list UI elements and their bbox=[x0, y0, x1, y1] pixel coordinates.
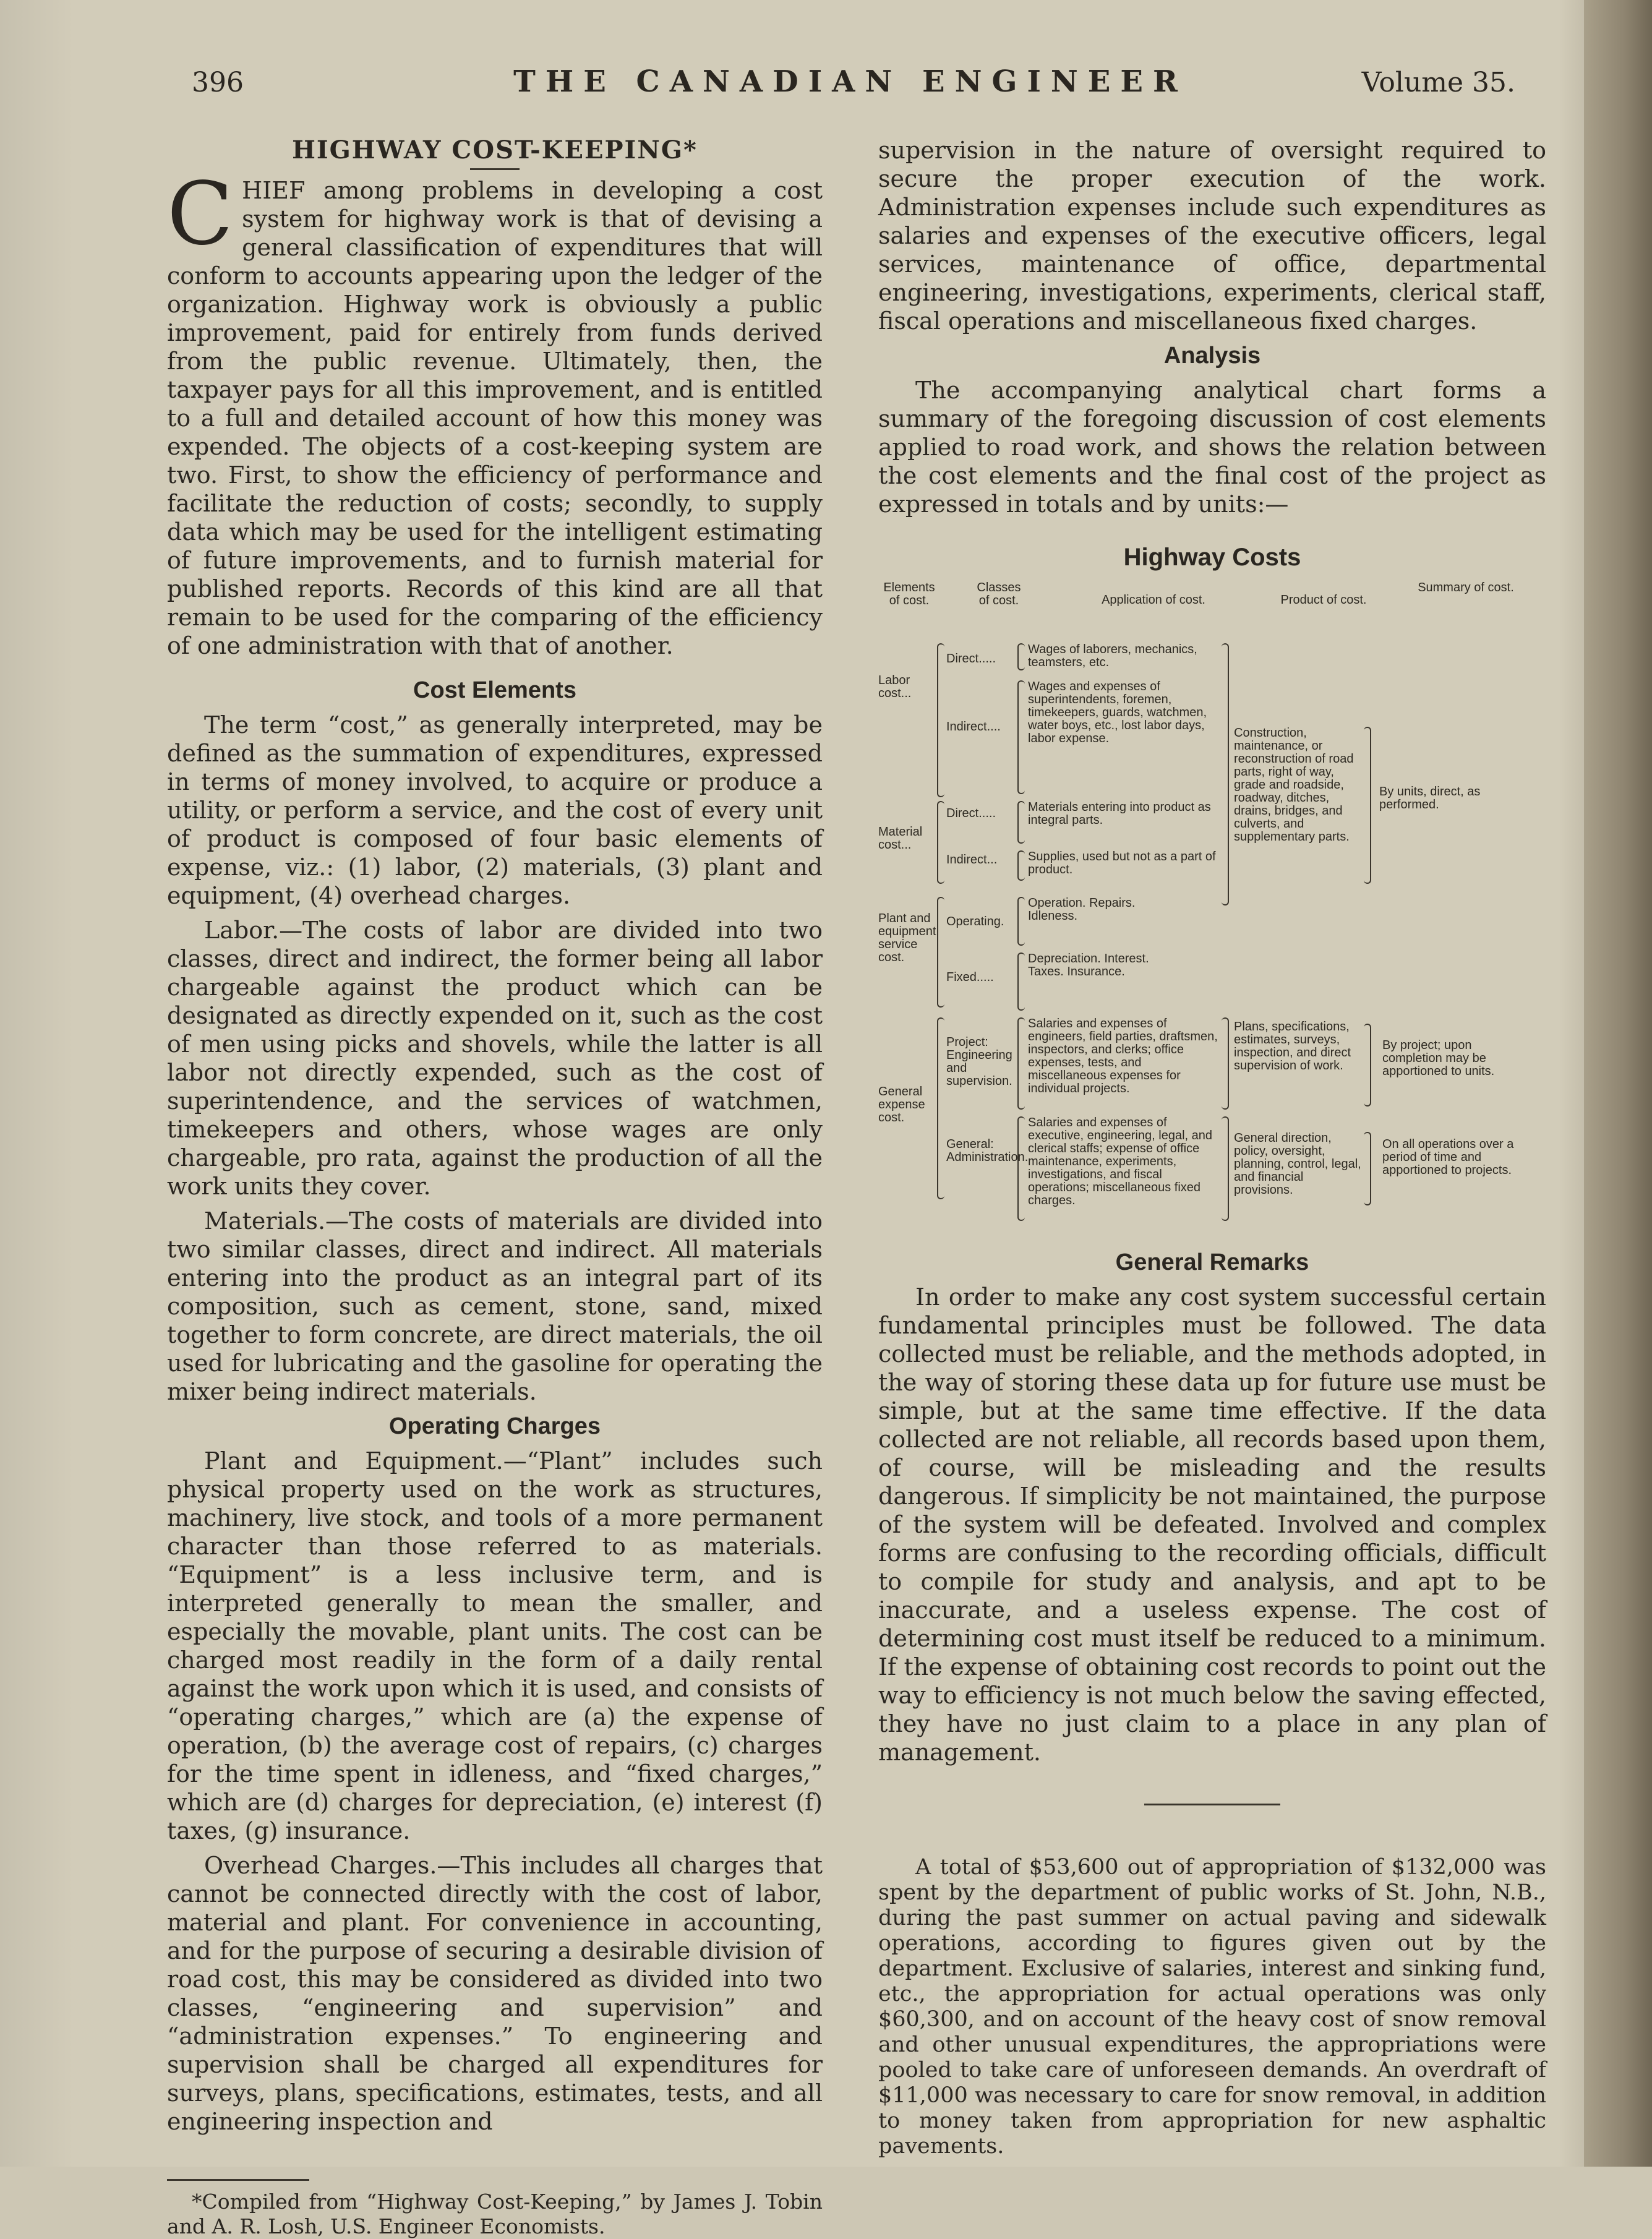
header-application: Application of cost. bbox=[1102, 593, 1205, 607]
labor-direct-application: Wages of laborers, mechanics, teamsters, etc. bbox=[1028, 643, 1197, 669]
general-brace bbox=[937, 1017, 944, 1199]
section-rule bbox=[1144, 1804, 1280, 1805]
project-engineering: Project: Engineering and supervision. bbox=[946, 1035, 1012, 1088]
labor-indirect-brace bbox=[1017, 680, 1025, 794]
page-number: 396 bbox=[192, 67, 244, 98]
footnote-rule bbox=[167, 2179, 309, 2181]
product-brace-upper bbox=[1364, 727, 1371, 884]
labor-cost: Labor cost... bbox=[878, 674, 912, 700]
material-brace bbox=[937, 801, 944, 884]
plant-operating-brace bbox=[1017, 897, 1025, 946]
analysis-paragraph: The accompanying analytical chart forms a summary of the foregoing discussion of cost elements applied to road work, and shows the relation between the cost elements and the final cost of the project as expressed in totals and by units:— bbox=[878, 377, 1546, 518]
header-classes: Classes of cost. bbox=[977, 581, 1021, 607]
construction-summary: By units, direct, as performed. bbox=[1379, 785, 1481, 811]
right-column bbox=[878, 136, 1546, 2165]
cost-elements-paragraph-1: The term “cost,” as generally interpreted, may be defined as the summation of expenditures, expressed in terms of money involved, to acquire or produce a utility, or perform a service, and the cost of every unit of product is composed of four basic elements of expense, viz.: (1) labor, (2) materials, (3) plant and equipment, (4) overhead charges. bbox=[167, 711, 823, 909]
plant-equipment-cost: Plant and equipment service cost. bbox=[878, 912, 936, 964]
labor-brace bbox=[937, 643, 944, 797]
cost-elements-heading: Cost Elements bbox=[413, 677, 576, 703]
running-header bbox=[186, 62, 1515, 111]
book-spine-shadow bbox=[1584, 0, 1652, 2167]
news-item bbox=[878, 1855, 1546, 2159]
material-indirect: Indirect... bbox=[946, 853, 998, 867]
labor-direct: Direct..... bbox=[946, 652, 996, 666]
labor-direct-brace bbox=[1017, 643, 1025, 670]
plant-fixed: Fixed..... bbox=[946, 970, 994, 984]
labor-indirect: Indirect.... bbox=[946, 720, 1001, 734]
article-title: HIGHWAY COST-KEEPING* bbox=[292, 135, 698, 165]
header-elements: Elements of cost. bbox=[883, 581, 935, 607]
analysis-heading: Analysis bbox=[1163, 343, 1261, 369]
general-administration: General: Administration. bbox=[946, 1137, 1029, 1164]
plant-equipment-paragraph: Plant and Equipment.—“Plant” includes such physical property used on the work as structures, machinery, live stock, and tools of a more permanent character than those referred to as materials. “Equipment” is a less inclusive term, and is interpreted generally to mean the smaller, and especially the movable, plant units. The cost can be charged most readily in the form of a daily rental against the work upon which it is used, and consists of “operating charges,” which are (a) the expense of operation, (b) the average cost of repairs, (c) charges for the time spent in idleness, and “fixed charges,” which are (d) charges for depreciation, (e) interest (f) taxes, (g) insurance. bbox=[167, 1447, 823, 1844]
admin-summary: On all operations over a period of time and apportioned to projects. bbox=[1382, 1137, 1514, 1177]
volume-label: Volume 35. bbox=[1361, 67, 1515, 98]
material-direct-brace bbox=[1017, 801, 1025, 844]
admin-app-brace bbox=[1222, 1116, 1229, 1221]
drop-cap: C bbox=[167, 164, 234, 265]
intro-text: HIEF among problems in developing a cost system for highway work is that of devising a general classification of expenditures that will conform to accounts appearing upon the ledger of the organization. Highway work is obviously a public improvement, paid for entirely from funds derived from the public revenue. Ultimately, then, the taxpayer pays for all this improvement, and is entitled to a full and detailed account of how this money was expended. The objects of a cost-keeping system are two. First, to show the efficiency of performance and facilitate the reduction of costs; secondly, to supply data which may be used for the intelligent estimating of future improvements, and to furnish material for published reports. Records of this kind are all that remain to be used for the comparing of the efficiency of one administration with that of another. bbox=[167, 177, 823, 659]
material-direct-application: Materials entering into product as integral parts. bbox=[1028, 800, 1211, 827]
project-app-brace bbox=[1222, 1017, 1229, 1110]
construction-product: Construction, maintenance, or reconstruction of road parts, right of way, grade and roadside, roadway, ditches, drains, bridges, and culverts, and supplementary parts. bbox=[1234, 726, 1354, 844]
material-direct: Direct..... bbox=[946, 807, 996, 820]
plant-fixed-brace bbox=[1017, 953, 1025, 1011]
plant-brace bbox=[937, 897, 944, 1008]
project-product-brace bbox=[1364, 1024, 1371, 1107]
left-column bbox=[167, 136, 823, 2239]
general-remarks-paragraph: In order to make any cost system successful certain fundamental principles must be followed. The data collected must be reliable, and the methods adopted, in the way of storing these data up for future use must be simple, but at the same time effective. If the data collected are not reliable, all records based upon them, of course, will be misleading and the results dangerous. If simplicity be not maintained, the purpose of the system will be defeated. Involved and complex forms are confusing to the recording officials, difficult to compile for study and analysis, and apt to be inaccurate, and a useless expense. The cost of determining cost must itself be reduced to a minimum. If the expense of obtaining cost records to point out the way to efficiency is not much below the saving effected, they have no just claim to a place in any plan of management. bbox=[878, 1283, 1546, 1766]
admin-product-brace bbox=[1364, 1132, 1371, 1205]
journal-title: THE CANADIAN ENGINEER bbox=[513, 64, 1188, 99]
project-application: Salaries and expenses of engineers, field parties, draftsmen, inspectors, and clerks; office expenses, tests, and miscellaneous expenses for individual projects. bbox=[1028, 1017, 1218, 1095]
header-summary: Summary of cost. bbox=[1418, 581, 1514, 594]
news-paragraph: A total of $53,600 out of appropriation of $132,000 was spent by the department of public works of St. John, N.B., during the past summer on actual paving and sidewalk operations, according to figures given out by the department. Exclusive of salaries, interest and sinking fund, etc., the appropriation for actual operations was only $60,300, and on account of the heavy cost of snow removal and other unusual expenditures, the appropriations were pooled to take care of unforeseen demands. An overdraft of $11,000 was necessary to care for snow removal, in addition to money taken from appropriation for new asphaltic pavements. bbox=[878, 1855, 1546, 2159]
continued-paragraph: supervision in the nature of oversight required to secure the proper execution of the work. Administration expenses include such expenditures as salaries and expenses of the executive officers, legal services, maintenance of office, departmental engineering, investigations, experiments, clerical staff, fiscal operations and miscellaneous fixed charges. bbox=[878, 137, 1546, 335]
admin-brace bbox=[1017, 1116, 1025, 1221]
project-summary: By project; upon completion may be apportioned to units. bbox=[1382, 1038, 1495, 1078]
general-remarks-heading: General Remarks bbox=[1115, 1249, 1309, 1275]
operating-charges-heading: Operating Charges bbox=[388, 1413, 601, 1439]
overhead-paragraph: Overhead Charges.—This includes all charges that cannot be connected directly with the cost of labor, material and plant. For convenience in accounting, and for the purpose of securing a desirable division of road cost, this may be considered as divided into two classes, “engineering and supervision” and “administration expenses.” To engineering and supervision shall be charged all expenditures for surveys, plans, specifications, estimates, tests, and all engineering inspection and bbox=[167, 1852, 823, 2135]
footnote: *Compiled from “Highway Cost-Keeping,” by James J. Tobin and A. R. Losh, U.S. Engineer Economists. bbox=[167, 2190, 823, 2238]
material-cost: Material cost... bbox=[878, 825, 923, 852]
plant-operating-application: Operation. Repairs. Idleness. bbox=[1028, 896, 1136, 923]
labor-indirect-application: Wages and expenses of superintendents, foremen, timekeepers, guards, watchmen, water boys, etc., lost labor days, labor expense. bbox=[1028, 680, 1207, 745]
admin-product: General direction, policy, oversight, planning, control, legal, and financial provisions. bbox=[1234, 1131, 1361, 1197]
material-indirect-application: Supplies, used but not as a part of product. bbox=[1028, 850, 1216, 876]
plant-operating: Operating. bbox=[946, 915, 1004, 928]
project-brace bbox=[1017, 1017, 1025, 1110]
materials-paragraph: Materials.—The costs of materials are divided into two similar classes, direct and indirect. All materials entering into the product as an integral part of its composition, such as cement, stone, sand, mixed together to form concrete, are direct materials, the oil used for lubricating and the gasoline for operating the mixer being indirect materials. bbox=[167, 1207, 823, 1405]
project-product: Plans, specifications, estimates, surveys, inspection, and direct supervision of work. bbox=[1234, 1020, 1351, 1072]
labor-paragraph: Labor.—The costs of labor are divided into two classes, direct and indirect, the former being all labor chargeable against the product which can be designated as directly expended on it, such as the cost of men using picks and shovels, while the latter is all labor not directly expended, such as the cost of superintendence, and the services of watchmen, timekeepers and others, whose wages are only chargeable, pro rata, against the production of all the work units they cover. bbox=[167, 917, 823, 1200]
general-expense-cost: General expense cost. bbox=[878, 1085, 925, 1124]
highway-costs-chart bbox=[878, 581, 1546, 1207]
intro-paragraph bbox=[167, 164, 823, 660]
chart-title: Highway Costs bbox=[1123, 544, 1301, 571]
title-rule bbox=[470, 168, 520, 170]
header-product: Product of cost. bbox=[1280, 593, 1367, 607]
admin-application: Salaries and expenses of executive, engineering, legal, and clerical staffs; expense of office maintenance, experiments, investigations, and fiscal operations; miscellaneous fixed charges. bbox=[1028, 1116, 1212, 1207]
application-brace-upper bbox=[1222, 643, 1229, 905]
material-indirect-brace bbox=[1017, 850, 1025, 881]
plant-fixed-application: Depreciation. Interest. Taxes. Insurance. bbox=[1028, 952, 1149, 978]
